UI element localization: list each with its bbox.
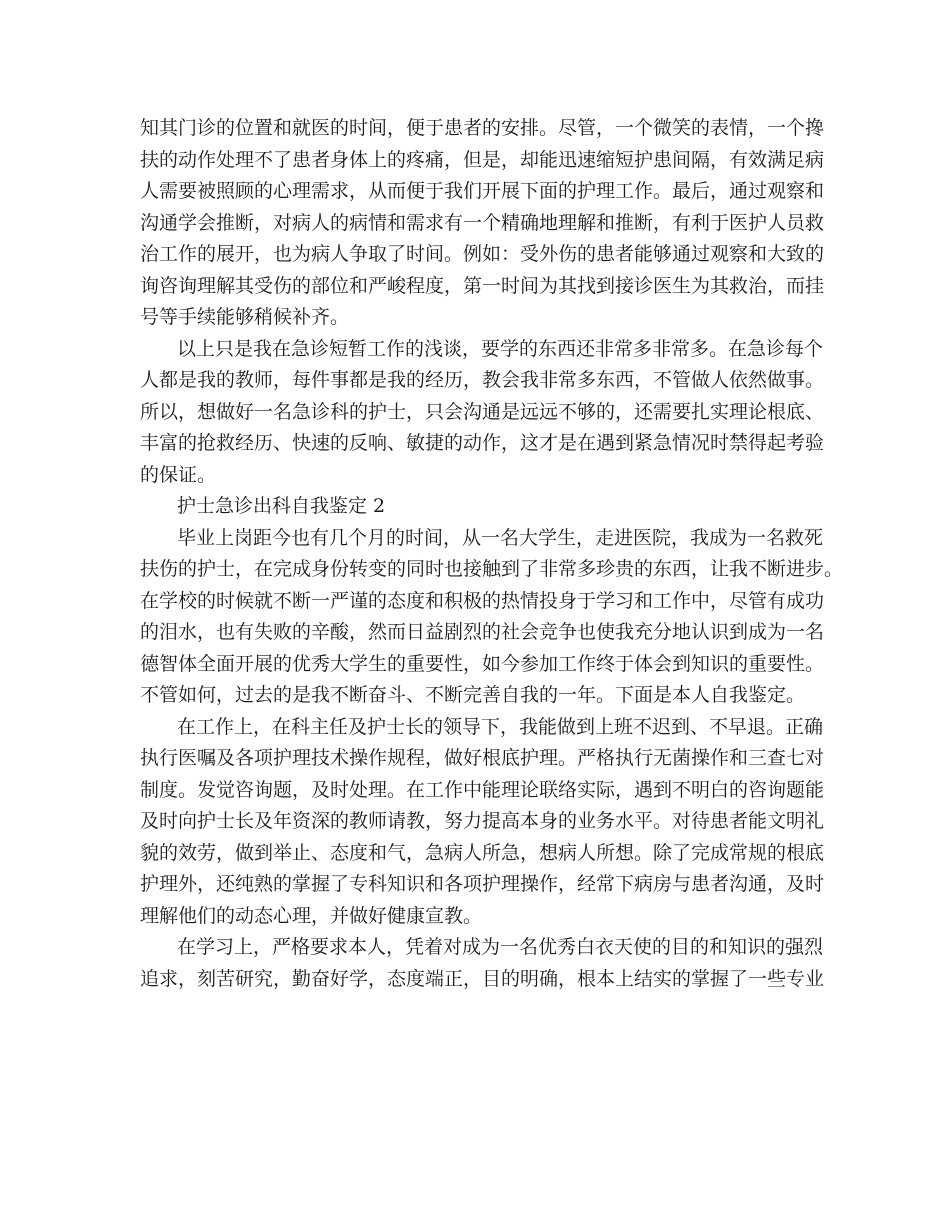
text-line: 所以，想做好一名急诊科的护士，只会沟通是远远不够的，还需要扎实理论根底、 [140,400,825,423]
paragraph [140,712,825,933]
text-line: 人都是我的教师，每件事都是我的经历，教会我非常多东西，不管做人依然做事。 [140,369,825,391]
text-line: 沟通学会推断，对病人的病情和需求有一个精确地理解和推断，有利于医护人员救 [140,211,825,234]
text-line: 及时向护士长及年资深的教师请教，努力提高本身的业务水平。对待患者能文明礼 [140,810,825,832]
text-line: 在学校的时候就不断一严谨的态度和积极的热情投身于学习和工作中，尽管有成功 [140,589,825,612]
text-line: 扶伤的护士，在完成身份转变的同时也接触到了非常多珍贵的东西，让我不断进步。 [140,558,844,580]
text-line: 丰富的抢救经历、快速的反响、敏捷的动作，这才是在遇到紧急情况时禁得起考验 [140,432,825,454]
text-line: 理解他们的动态心理，并做好健康宣教。 [140,904,483,927]
text-line: 扶的动作处理不了患者身体上的疼痛，但是，却能迅速缩短护患间隔，有效满足病 [140,148,825,171]
text-line: 追求，刻苦研究，勤奋好学，态度端正，目的明确，根本上结实的掌握了一些专业 [140,967,825,990]
heading-text: 护士急诊出科自我鉴定 2 [177,495,386,517]
text-line: 德智体全面开展的优秀大学生的重要性，如今参加工作终于体会到知识的重要性。 [140,652,825,675]
text-line: 貌的效劳，做到举止、态度和气，急病人所急，想病人所想。除了完成常规的根底 [140,841,825,864]
text-line: 以上只是我在急诊短暂工作的浅谈，要学的东西还非常多非常多。在急诊每个 [177,337,824,360]
text-line: 的泪水，也有失败的辛酸，然而日益剧烈的社会竞争也使我充分地认识到成为一名 [140,621,825,643]
paragraph [140,334,825,492]
text-line: 的保证。 [140,463,217,486]
text-line: 治工作的展开，也为病人争取了时间。例如：受外伤的患者能够通过观察和大致的 [140,243,825,265]
text-line: 号等手续能够稍候补齐。 [140,306,350,328]
text-line: 毕业上岗距今也有几个月的时间，从一名大学生，走进医院，我成为一名救死 [177,526,824,549]
paragraph [140,932,825,995]
text-line: 在工作上，在科主任及护士长的领导下，我能做到上班不迟到、不早退。正确 [177,715,824,738]
text-line: 在学习上，严格要求本人，凭着对成为一名优秀白衣天使的目的和知识的强烈 [177,936,824,958]
text-line: 不管如何，过去的是我不断奋斗、不断完善自我的一年。下面是本人自我鉴定。 [140,684,806,706]
paragraph [140,113,825,334]
text-line: 制度。发觉咨询题，及时处理。在工作中能理论联络实际，遇到不明白的咨询题能 [140,778,825,801]
document-body [140,113,844,995]
paragraph [140,523,844,712]
text-line: 执行医嘱及各项护理技术操作规程，做好根底护理。严格执行无菌操作和三查七对 [140,747,825,769]
section-heading [140,491,820,523]
text-line: 人需要被照顾的心理需求，从而便于我们开展下面的护理工作。最后，通过观察和 [140,180,825,202]
text-line: 询咨询理解其受伤的部位和严峻程度，第一时间为其找到接诊医生为其救治，而挂 [140,274,825,297]
text-line: 知其门诊的位置和就医的时间，便于患者的安排。尽管，一个微笑的表情，一个搀 [140,117,825,139]
text-line: 护理外，还纯熟的掌握了专科知识和各项护理操作，经常下病房与患者沟通，及时 [140,873,825,895]
